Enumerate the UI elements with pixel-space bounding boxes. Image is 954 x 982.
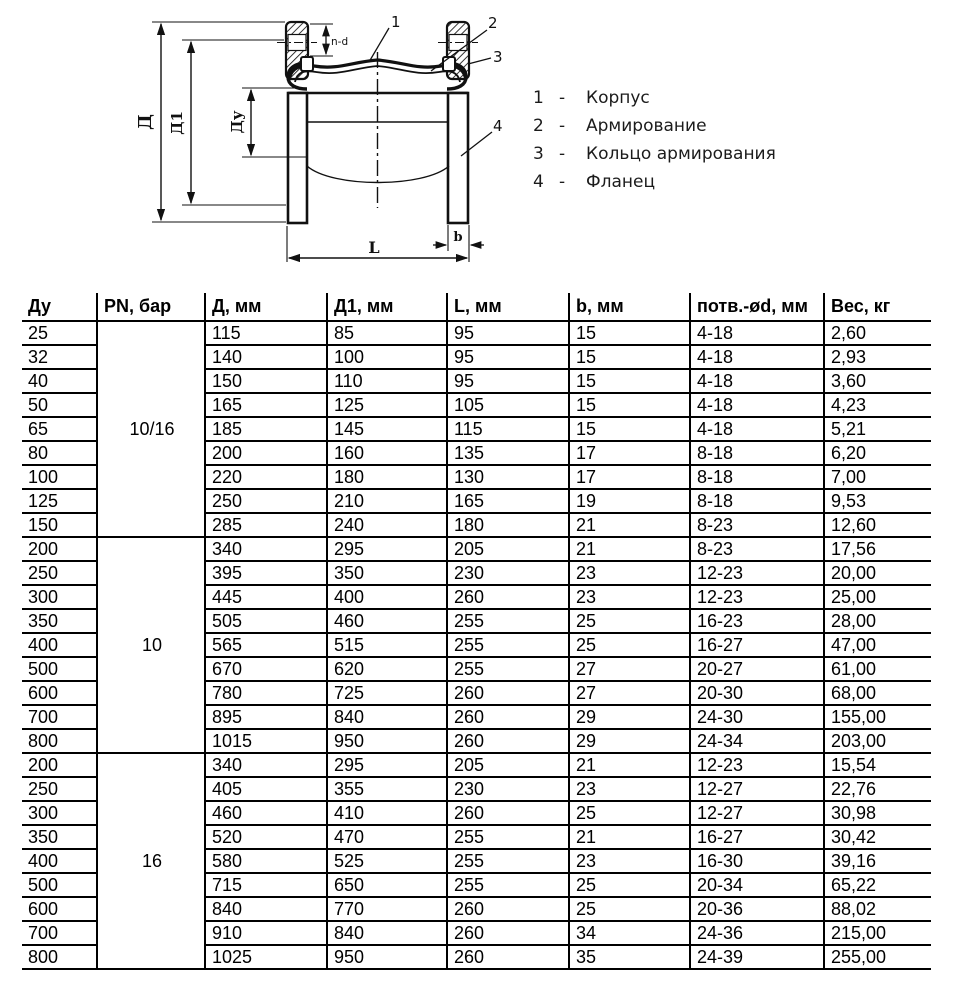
cell-b: 17 (569, 441, 690, 465)
cell-d1: 650 (327, 873, 447, 897)
cell-du: 500 (22, 873, 97, 897)
expansion-joint-diagram (0, 0, 954, 291)
cell-holes: 4-18 (690, 345, 824, 369)
column-header-b: b, мм (569, 293, 690, 321)
dim-label-b: b (453, 230, 463, 245)
cell-du: 400 (22, 849, 97, 873)
callout-4-label: 4 (493, 117, 503, 135)
cell-d1: 355 (327, 777, 447, 801)
legend-number: 4 (533, 172, 544, 192)
cell-d1: 295 (327, 537, 447, 561)
dim-label-d-outer: Д (135, 113, 156, 131)
cell-l: 260 (447, 585, 569, 609)
cell-holes: 4-18 (690, 321, 824, 345)
cell-b: 34 (569, 921, 690, 945)
cell-du: 800 (22, 945, 97, 969)
cell-d1: 460 (327, 609, 447, 633)
legend-item-flanec (533, 168, 776, 196)
cell-l: 205 (447, 753, 569, 777)
cell-d: 780 (205, 681, 327, 705)
cell-b: 29 (569, 729, 690, 753)
cell-d1: 950 (327, 729, 447, 753)
cell-holes: 16-23 (690, 609, 824, 633)
cell-d1: 160 (327, 441, 447, 465)
cell-holes: 8-23 (690, 513, 824, 537)
cell-d1: 100 (327, 345, 447, 369)
cell-holes: 24-36 (690, 921, 824, 945)
cell-b: 15 (569, 345, 690, 369)
cell-holes: 8-18 (690, 465, 824, 489)
cell-holes: 8-23 (690, 537, 824, 561)
dim-label-du: Ду (228, 110, 246, 134)
cell-b: 21 (569, 825, 690, 849)
cell-l: 260 (447, 681, 569, 705)
cell-weight: 9,53 (824, 489, 931, 513)
cell-b: 15 (569, 321, 690, 345)
cell-d: 165 (205, 393, 327, 417)
cell-l: 260 (447, 705, 569, 729)
cell-b: 23 (569, 561, 690, 585)
callout-2-label: 2 (488, 14, 498, 32)
cell-weight: 2,93 (824, 345, 931, 369)
cell-weight: 155,00 (824, 705, 931, 729)
cell-b: 21 (569, 513, 690, 537)
cell-d: 895 (205, 705, 327, 729)
cell-d1: 210 (327, 489, 447, 513)
flange-plate-left (288, 93, 307, 223)
cell-holes: 12-27 (690, 777, 824, 801)
cell-weight: 255,00 (824, 945, 931, 969)
cell-l: 95 (447, 345, 569, 369)
cell-du: 250 (22, 561, 97, 585)
cell-b: 23 (569, 849, 690, 873)
cell-holes: 16-27 (690, 633, 824, 657)
cell-weight: 61,00 (824, 657, 931, 681)
cell-d1: 125 (327, 393, 447, 417)
cell-holes: 16-30 (690, 849, 824, 873)
cell-holes: 20-27 (690, 657, 824, 681)
cell-d1: 620 (327, 657, 447, 681)
cell-d1: 180 (327, 465, 447, 489)
cell-holes: 24-30 (690, 705, 824, 729)
legend-label: Корпус (586, 88, 650, 108)
cell-weight: 22,76 (824, 777, 931, 801)
cell-d1: 515 (327, 633, 447, 657)
dimension-d1 (168, 40, 286, 205)
cell-holes: 20-30 (690, 681, 824, 705)
technical-drawing (0, 0, 954, 291)
cell-l: 260 (447, 729, 569, 753)
cell-holes: 16-27 (690, 825, 824, 849)
legend-number: 1 (533, 88, 544, 108)
cell-holes: 24-39 (690, 945, 824, 969)
cell-l: 260 (447, 801, 569, 825)
cell-holes: 12-23 (690, 753, 824, 777)
spec-table (22, 293, 931, 970)
callout-3 (468, 48, 503, 66)
cell-b: 25 (569, 873, 690, 897)
column-header-du: Ду (22, 293, 97, 321)
cell-d1: 400 (327, 585, 447, 609)
cell-holes: 4-18 (690, 393, 824, 417)
cell-weight: 2,60 (824, 321, 931, 345)
cell-l: 165 (447, 489, 569, 513)
cell-du: 32 (22, 345, 97, 369)
cell-holes: 20-36 (690, 897, 824, 921)
cell-l: 135 (447, 441, 569, 465)
spec-table-head (22, 293, 931, 321)
cell-weight: 17,56 (824, 537, 931, 561)
dimension-d-outer (135, 22, 286, 222)
cell-d: 1015 (205, 729, 327, 753)
cell-l: 205 (447, 537, 569, 561)
cell-weight: 25,00 (824, 585, 931, 609)
cell-b: 29 (569, 705, 690, 729)
spec-table-body (22, 321, 931, 969)
cell-d: 250 (205, 489, 327, 513)
cell-d: 115 (205, 321, 327, 345)
cell-weight: 7,00 (824, 465, 931, 489)
cell-weight: 12,60 (824, 513, 931, 537)
cell-holes: 12-23 (690, 585, 824, 609)
cell-d: 220 (205, 465, 327, 489)
cell-d: 505 (205, 609, 327, 633)
legend-label: Армирование (586, 116, 707, 136)
callout-1 (369, 13, 401, 62)
cell-du: 300 (22, 585, 97, 609)
cell-du: 40 (22, 369, 97, 393)
cell-b: 27 (569, 681, 690, 705)
cell-l: 115 (447, 417, 569, 441)
cell-b: 23 (569, 777, 690, 801)
cell-du: 800 (22, 729, 97, 753)
cell-du: 350 (22, 825, 97, 849)
cell-d1: 840 (327, 921, 447, 945)
table-row (22, 537, 931, 561)
cell-holes: 12-23 (690, 561, 824, 585)
cell-weight: 15,54 (824, 753, 931, 777)
cell-d: 445 (205, 585, 327, 609)
cell-b: 25 (569, 801, 690, 825)
cell-d: 565 (205, 633, 327, 657)
column-header-pn: PN, бар (97, 293, 205, 321)
cell-d: 395 (205, 561, 327, 585)
cell-du: 200 (22, 753, 97, 777)
cell-du: 700 (22, 921, 97, 945)
cell-l: 95 (447, 369, 569, 393)
cell-d1: 240 (327, 513, 447, 537)
cell-holes: 8-18 (690, 441, 824, 465)
cell-du: 125 (22, 489, 97, 513)
cell-weight: 47,00 (824, 633, 931, 657)
cell-d1: 350 (327, 561, 447, 585)
cell-l: 255 (447, 849, 569, 873)
dim-label-nd: n-d (331, 36, 349, 48)
cell-d: 405 (205, 777, 327, 801)
cell-d: 1025 (205, 945, 327, 969)
cell-b: 15 (569, 393, 690, 417)
cell-du: 600 (22, 681, 97, 705)
cell-weight: 30,42 (824, 825, 931, 849)
dimension-b (433, 225, 484, 262)
cell-d1: 145 (327, 417, 447, 441)
dimension-l (287, 226, 467, 262)
cell-weight: 30,98 (824, 801, 931, 825)
cell-d: 910 (205, 921, 327, 945)
cell-d: 340 (205, 537, 327, 561)
legend-label: Фланец (586, 172, 656, 192)
cell-du: 50 (22, 393, 97, 417)
cell-b: 17 (569, 465, 690, 489)
cell-d: 520 (205, 825, 327, 849)
cell-b: 19 (569, 489, 690, 513)
cell-d1: 85 (327, 321, 447, 345)
cell-d: 185 (205, 417, 327, 441)
cell-weight: 6,20 (824, 441, 931, 465)
cell-b: 21 (569, 753, 690, 777)
cell-holes: 4-18 (690, 369, 824, 393)
cell-d: 340 (205, 753, 327, 777)
cell-d: 670 (205, 657, 327, 681)
cell-holes: 20-34 (690, 873, 824, 897)
cell-l: 260 (447, 897, 569, 921)
cell-b: 27 (569, 657, 690, 681)
cell-d: 580 (205, 849, 327, 873)
cell-pn: 10/16 (97, 321, 205, 537)
cell-d1: 470 (327, 825, 447, 849)
cell-weight: 4,23 (824, 393, 931, 417)
cell-du: 300 (22, 801, 97, 825)
cell-du: 200 (22, 537, 97, 561)
dimension-nd (310, 24, 348, 56)
legend-dash: - (559, 88, 566, 108)
cell-weight: 215,00 (824, 921, 931, 945)
cell-weight: 20,00 (824, 561, 931, 585)
cell-b: 25 (569, 897, 690, 921)
legend-label: Кольцо армирования (586, 144, 776, 164)
cell-b: 35 (569, 945, 690, 969)
cell-d: 840 (205, 897, 327, 921)
cell-weight: 88,02 (824, 897, 931, 921)
column-header-holes: потв.-ød, мм (690, 293, 824, 321)
legend-dash: - (559, 116, 566, 136)
cell-d: 150 (205, 369, 327, 393)
cell-d: 460 (205, 801, 327, 825)
cell-du: 400 (22, 633, 97, 657)
cell-b: 25 (569, 633, 690, 657)
cell-du: 65 (22, 417, 97, 441)
cell-du: 80 (22, 441, 97, 465)
cell-d: 285 (205, 513, 327, 537)
column-header-weight: Вес, кг (824, 293, 931, 321)
cell-weight: 203,00 (824, 729, 931, 753)
dim-label-d1: Д1 (168, 111, 186, 135)
cell-holes: 12-27 (690, 801, 824, 825)
cell-l: 130 (447, 465, 569, 489)
cell-holes: 24-34 (690, 729, 824, 753)
column-header-d1: Д1, мм (327, 293, 447, 321)
cell-l: 255 (447, 609, 569, 633)
cell-b: 25 (569, 609, 690, 633)
cell-du: 25 (22, 321, 97, 345)
column-header-d: Д, мм (205, 293, 327, 321)
cell-du: 500 (22, 657, 97, 681)
cell-l: 260 (447, 945, 569, 969)
cell-du: 350 (22, 609, 97, 633)
table-row (22, 321, 931, 345)
cell-b: 23 (569, 585, 690, 609)
cell-l: 230 (447, 561, 569, 585)
callout-3-label: 3 (493, 48, 503, 66)
cell-l: 230 (447, 777, 569, 801)
legend-number: 2 (533, 116, 544, 136)
legend-item-korpus (533, 84, 776, 112)
cell-du: 250 (22, 777, 97, 801)
table-row (22, 753, 931, 777)
cell-l: 105 (447, 393, 569, 417)
cell-b: 15 (569, 369, 690, 393)
legend-item-kolco (533, 140, 776, 168)
cell-d1: 295 (327, 753, 447, 777)
cell-pn: 16 (97, 753, 205, 969)
cell-l: 260 (447, 921, 569, 945)
cell-d: 715 (205, 873, 327, 897)
dim-label-l: L (368, 238, 380, 257)
cell-weight: 39,16 (824, 849, 931, 873)
cell-d1: 525 (327, 849, 447, 873)
cell-d1: 110 (327, 369, 447, 393)
cell-weight: 65,22 (824, 873, 931, 897)
cell-d: 200 (205, 441, 327, 465)
cell-l: 255 (447, 873, 569, 897)
cell-l: 255 (447, 825, 569, 849)
cell-d1: 840 (327, 705, 447, 729)
legend-item-armirovanie (533, 112, 776, 140)
cell-l: 95 (447, 321, 569, 345)
cell-l: 180 (447, 513, 569, 537)
cell-d1: 410 (327, 801, 447, 825)
cell-du: 700 (22, 705, 97, 729)
cell-weight: 5,21 (824, 417, 931, 441)
cell-weight: 3,60 (824, 369, 931, 393)
cell-d1: 770 (327, 897, 447, 921)
cell-holes: 4-18 (690, 417, 824, 441)
cell-du: 150 (22, 513, 97, 537)
cell-b: 15 (569, 417, 690, 441)
cell-l: 255 (447, 657, 569, 681)
cell-weight: 68,00 (824, 681, 931, 705)
cell-holes: 8-18 (690, 489, 824, 513)
cell-pn: 10 (97, 537, 205, 753)
header-row (22, 293, 931, 321)
cell-l: 255 (447, 633, 569, 657)
flange-plate-right (448, 93, 468, 223)
cell-d1: 950 (327, 945, 447, 969)
legend-dash: - (559, 172, 566, 192)
legend-dash: - (559, 144, 566, 164)
cell-d1: 725 (327, 681, 447, 705)
legend (533, 84, 776, 196)
callout-1-label: 1 (391, 13, 401, 31)
cell-b: 21 (569, 537, 690, 561)
legend-number: 3 (533, 144, 544, 164)
flange-section-left (277, 22, 317, 79)
cell-d: 140 (205, 345, 327, 369)
cell-du: 100 (22, 465, 97, 489)
cell-du: 600 (22, 897, 97, 921)
cell-weight: 28,00 (824, 609, 931, 633)
column-header-l: L, мм (447, 293, 569, 321)
